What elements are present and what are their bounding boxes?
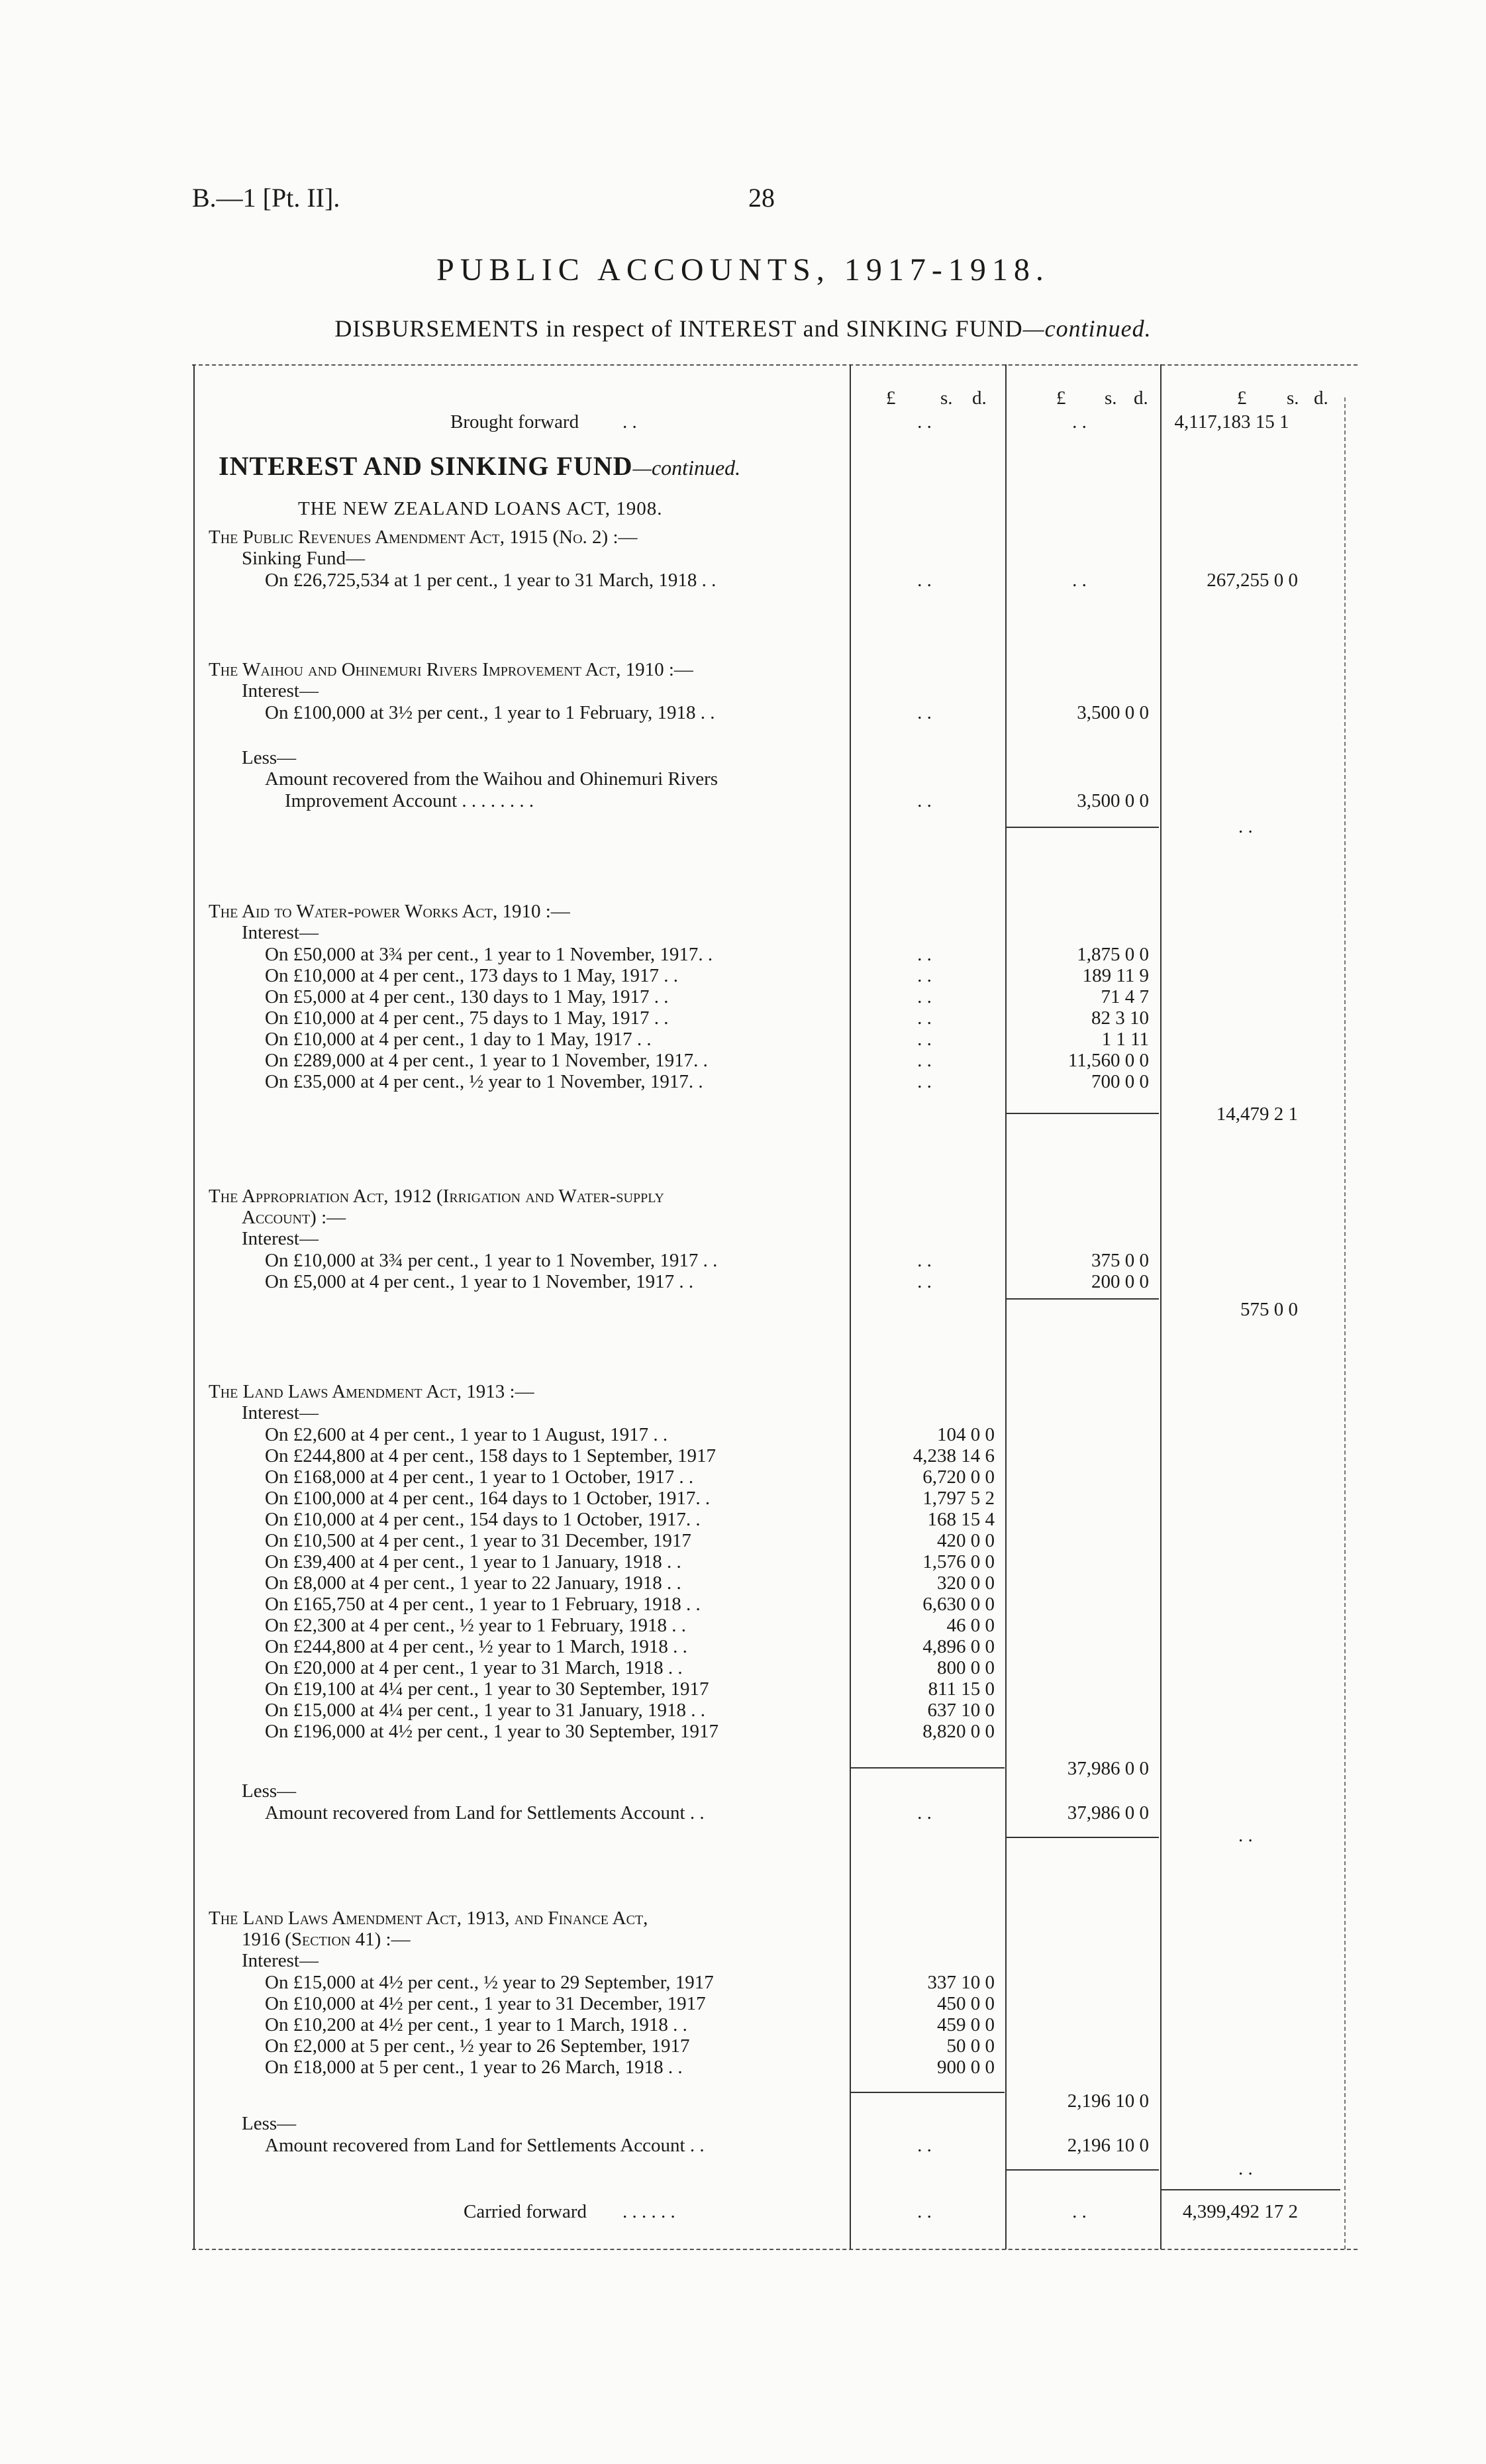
row-description: On £35,000 at 4 per cent., ½ year to 1 November, 1917. .	[265, 1071, 703, 1092]
row-description: On £10,000 at 3¾ per cent., 1 year to 1 November, 1917 . .	[265, 1250, 718, 1271]
row-amount-col1: . .	[917, 1071, 932, 1092]
table-row	[0, 1720, 1486, 1743]
row-description: On £39,400 at 4 per cent., 1 year to 1 January, 1918 . .	[265, 1551, 681, 1572]
table-row	[0, 1529, 1486, 1552]
table-row	[0, 1487, 1486, 1510]
act-title: THE NEW ZEALAND LOANS ACT, 1908.	[298, 498, 663, 519]
row-amount-col2: 700 0 0	[1091, 1071, 1149, 1092]
row-description: On £10,000 at 4 per cent., 154 days to 1 October, 1917. .	[265, 1509, 701, 1530]
row-description: On £10,000 at 4 per cent., 75 days to 1 May, 1917 . .	[265, 1007, 669, 1029]
waihou-row: On £100,000 at 3½ per cent., 1 year to 1 February, 1918 . . . . 3,500 0 0	[265, 702, 1149, 723]
row-amount-col1: 6,720 0 0	[922, 1466, 995, 1488]
row-description: On £289,000 at 4 per cent., 1 year to 1 November, 1917. .	[265, 1050, 708, 1071]
row-amount-col1: 450 0 0	[937, 1993, 995, 2014]
row-amount-col1: 900 0 0	[937, 2057, 995, 2078]
row-amount-col1: 637 10 0	[927, 1700, 995, 1721]
landlaws-net: . .	[1238, 1825, 1253, 1846]
row-description: On £19,100 at 4¼ per cent., 1 year to 30 September, 1917	[265, 1678, 709, 1700]
table-row	[0, 1007, 1486, 1029]
row-description: On £244,800 at 4 per cent., 158 days to 1 September, 1917	[265, 1445, 717, 1466]
waihou-net: . .	[1238, 816, 1253, 837]
table-row	[0, 1249, 1486, 1272]
row-description: On £10,000 at 4 per cent., 1 day to 1 May, 1917 . .	[265, 1029, 652, 1050]
table-row	[0, 1992, 1486, 2015]
table-row	[0, 2056, 1486, 2079]
row-amount-col1: 4,238 14 6	[913, 1445, 995, 1466]
waihou-less: Less—	[242, 747, 297, 768]
finance-rule-2	[1007, 2169, 1159, 2171]
waterpower-sub: Interest—	[242, 922, 319, 943]
table-row	[0, 1678, 1486, 1700]
landlaws-sub: Interest—	[242, 1402, 319, 1423]
landlaws-act-title: The Land Laws Amendment Act, 1913 :—	[209, 1381, 534, 1402]
row-description: On £15,000 at 4½ per cent., ½ year to 29 September, 1917	[265, 1972, 714, 1993]
row-description: On £100,000 at 4 per cent., 164 days to 1 October, 1917. .	[265, 1488, 711, 1509]
row-description: On £165,750 at 4 per cent., 1 year to 1 February, 1918 . .	[265, 1594, 701, 1615]
finance-sub: Interest—	[242, 1950, 319, 1971]
row-description: On £2,300 at 4 per cent., ½ year to 1 February, 1918 . .	[265, 1615, 686, 1636]
finance-title-line2: 1916 (Section 41) :—	[242, 1929, 411, 1950]
table-row	[0, 1657, 1486, 1679]
finance-title-line1: The Land Laws Amendment Act, 1913, and Finance Act,	[209, 1908, 648, 1929]
finance-subtotal-row: 2,196 10 0	[1067, 2090, 1149, 2112]
row-amount-col1: . .	[917, 1271, 932, 1292]
row-amount-col1: 811 15 0	[928, 1678, 995, 1700]
table-row	[0, 943, 1486, 966]
row-amount-col1: 4,896 0 0	[922, 1636, 995, 1657]
row-amount-col1: 50 0 0	[946, 2035, 995, 2057]
row-amount-col1: . .	[917, 1050, 932, 1071]
table-row	[0, 964, 1486, 987]
appropriation-total-row: 575 0 0	[1240, 1299, 1298, 1320]
table-row	[0, 1593, 1486, 1616]
waihou-less-row: Improvement Account . . . . . . . . . . 3,500 0 0	[285, 790, 1149, 811]
row-amount-col1: 320 0 0	[937, 1572, 995, 1594]
waihou-rule	[1007, 827, 1159, 828]
row-amount-col1: . .	[917, 1007, 932, 1029]
table-row	[0, 1466, 1486, 1488]
table-row	[0, 1971, 1486, 1994]
waihou-less-line1: Amount recovered from the Waihou and Ohinemuri Rivers	[265, 768, 718, 790]
waterpower-total-row: 14,479 2 1	[1216, 1104, 1298, 1125]
waihou-sub: Interest—	[242, 680, 319, 701]
row-description: On £5,000 at 4 per cent., 1 year to 1 November, 1917 . .	[265, 1271, 694, 1292]
row-description: On £10,000 at 4 per cent., 173 days to 1 May, 1917 . .	[265, 965, 678, 986]
row-amount-col1: 168 15 4	[927, 1509, 995, 1530]
waterpower-act-title: The Aid to Water-power Works Act, 1910 :—	[209, 901, 570, 922]
row-description: On £10,500 at 4 per cent., 1 year to 31 December, 1917	[265, 1530, 691, 1551]
row-amount-col2: 11,560 0 0	[1067, 1050, 1149, 1071]
table-row	[0, 1508, 1486, 1531]
table-row	[0, 1551, 1486, 1573]
appropriation-sub: Interest—	[242, 1228, 319, 1249]
row-description: On £168,000 at 4 per cent., 1 year to 1 October, 1917 . .	[265, 1466, 694, 1488]
revenues-sub: Sinking Fund—	[242, 548, 366, 569]
table-row	[0, 1028, 1486, 1051]
document-reference: B.—1 [Pt. II].	[192, 183, 340, 213]
revenues-row: On £26,725,534 at 1 per cent., 1 year to 31 March, 1918 . . . . . . 267,255 0 0	[265, 570, 1298, 591]
row-amount-col2: 1 1 11	[1101, 1029, 1149, 1050]
row-amount-col2: 82 3 10	[1091, 1007, 1149, 1029]
landlaws-rule-2	[1007, 1837, 1159, 1838]
row-description: On £20,000 at 4 per cent., 1 year to 31 March, 1918 . .	[265, 1657, 683, 1678]
subtitle-continued: —continued.	[1022, 315, 1152, 342]
row-amount-col1: . .	[917, 1029, 932, 1050]
table-row	[0, 1572, 1486, 1594]
row-amount-col2: 71 4 7	[1101, 986, 1149, 1007]
landlaws-subtotal-row: 37,986 0 0	[1067, 1758, 1149, 1779]
row-amount-col1: 337 10 0	[927, 1972, 995, 1993]
table-top-rule	[192, 364, 1358, 366]
row-description: On £2,600 at 4 per cent., 1 year to 1 August, 1917 . .	[265, 1424, 668, 1445]
row-amount-col1: 1,576 0 0	[922, 1551, 995, 1572]
row-description: On £50,000 at 3¾ per cent., 1 year to 1 November, 1917. .	[265, 944, 713, 965]
finance-less-row: Amount recovered from Land for Settlements Account . . . . 2,196 10 0	[265, 2135, 1149, 2156]
carried-forward-rule	[1162, 2189, 1340, 2190]
table-row	[0, 986, 1486, 1008]
row-description: On £15,000 at 4¼ per cent., 1 year to 31 January, 1918 . .	[265, 1700, 705, 1721]
table-row	[0, 1423, 1486, 1446]
appropriation-title-line2: Account) :—	[242, 1207, 346, 1228]
waihou-act-title: The Waihou and Ohinemuri Rivers Improvement Act, 1910 :—	[209, 659, 693, 680]
table-row	[0, 2014, 1486, 2036]
row-amount-col1: 8,820 0 0	[922, 1721, 995, 1742]
appropriation-title-line1: The Appropriation Act, 1912 (Irrigation and Water-supply	[209, 1186, 664, 1207]
row-description: On £244,800 at 4 per cent., ½ year to 1 March, 1918 . .	[265, 1636, 687, 1657]
page-subtitle	[0, 315, 1486, 342]
row-description: On £10,000 at 4½ per cent., 1 year to 31 December, 1917	[265, 1993, 706, 2014]
row-amount-col1: . .	[917, 944, 932, 965]
row-amount-col1: 420 0 0	[937, 1530, 995, 1551]
row-description: On £10,200 at 4½ per cent., 1 year to 1 March, 1918 . .	[265, 2014, 687, 2035]
table-row	[0, 1070, 1486, 1093]
row-amount-col1: 459 0 0	[937, 2014, 995, 2035]
table-row	[0, 1614, 1486, 1637]
page-title: PUBLIC ACCOUNTS, 1917-1918.	[436, 252, 1050, 287]
brought-forward-row: Brought forward . . . . . . 4,117,183 15 1	[450, 411, 1289, 433]
table-row	[0, 1635, 1486, 1658]
row-amount-col1: . .	[917, 965, 932, 986]
landlaws-less-row: Amount recovered from Land for Settlements Account . . . . 37,986 0 0	[265, 1802, 1149, 1823]
table-bottom-rule	[192, 2249, 1358, 2250]
revenues-act-title: The Public Revenues Amendment Act, 1915 (No. 2) :—	[209, 527, 638, 548]
table-row	[0, 1445, 1486, 1467]
row-amount-col2: 189 11 9	[1082, 965, 1149, 986]
row-amount-col2: 1,875 0 0	[1077, 944, 1149, 965]
subtitle-main: DISBURSEMENTS in respect of INTEREST and SINKING FUND	[334, 315, 1023, 342]
carried-forward-row: Carried forward . . . . . . . . . . 4,399,492 17 2	[464, 2201, 1298, 2222]
row-amount-col2: 200 0 0	[1091, 1271, 1149, 1292]
row-amount-col1: 46 0 0	[946, 1615, 995, 1636]
row-amount-col1: 1,797 5 2	[922, 1488, 995, 1509]
row-amount-col1: . .	[917, 1250, 932, 1271]
row-amount-col1: 6,630 0 0	[922, 1594, 995, 1615]
finance-less: Less—	[242, 2113, 297, 2134]
row-amount-col1: . .	[917, 986, 932, 1007]
table-row	[0, 1699, 1486, 1721]
row-description: On £18,000 at 5 per cent., 1 year to 26 March, 1918 . .	[265, 2057, 683, 2078]
page-number: 28	[748, 183, 775, 213]
row-amount-col2: 375 0 0	[1091, 1250, 1149, 1271]
section-heading: INTEREST AND SINKING FUND—continued.	[219, 451, 741, 481]
row-description: On £196,000 at 4½ per cent., 1 year to 30 September, 1917	[265, 1721, 719, 1742]
row-amount-col1: 104 0 0	[937, 1424, 995, 1445]
finance-net: . .	[1238, 2158, 1253, 2179]
row-amount-col1: 800 0 0	[937, 1657, 995, 1678]
table-row	[0, 2035, 1486, 2057]
table-row	[0, 1049, 1486, 1072]
row-description: On £5,000 at 4 per cent., 130 days to 1 May, 1917 . .	[265, 986, 669, 1007]
row-description: On £2,000 at 5 per cent., ½ year to 26 September, 1917	[265, 2035, 690, 2057]
table-row	[0, 1270, 1486, 1293]
row-description: On £8,000 at 4 per cent., 1 year to 22 January, 1918 . .	[265, 1572, 681, 1594]
landlaws-less: Less—	[242, 1780, 297, 1802]
